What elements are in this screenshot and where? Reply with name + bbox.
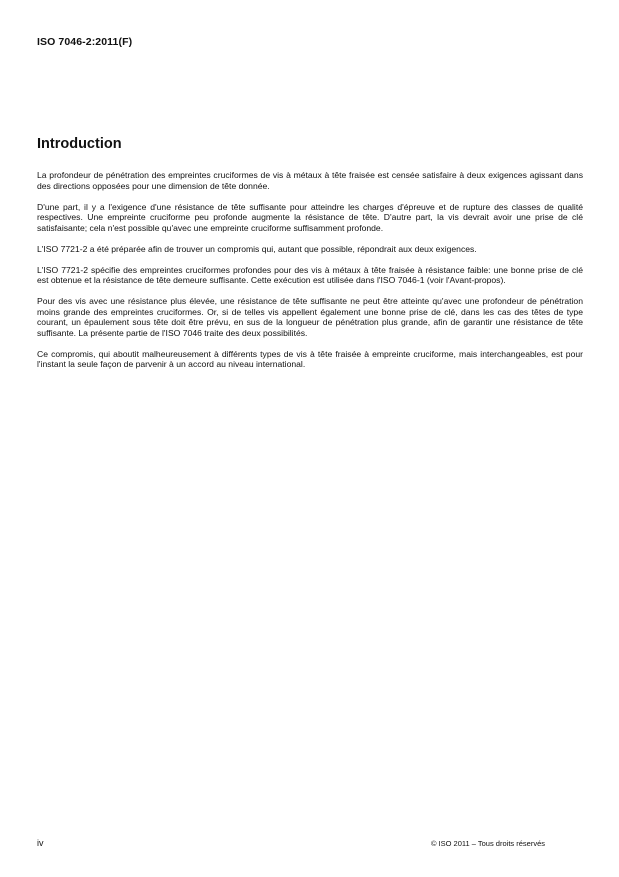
section-title: Introduction: [37, 136, 122, 152]
section-body: [37, 170, 583, 380]
paragraph: La profondeur de pénétration des empreintes cruciformes de vis à métaux à tête fraisée est censée satisfaire à deux exigences agissant dans des directions opposées pour une dimension de tête donnée.: [37, 170, 583, 191]
paragraph: L'ISO 7721-2 spécifie des empreintes cruciformes profondes pour des vis à métaux à tête fraisée à résistance faible: une bonne prise de clé est obtenue et la résistance de tête demeure suffisante. Cette exécution est utilisée dans l'ISO 7046-1 (voir l'Avant-propos).: [37, 264, 583, 285]
paragraph: Pour des vis avec une résistance plus élevée, une résistance de tête suffisante ne peut être atteinte qu'avec une profondeur de pénétration moins grande des empreintes cruciformes. Or, si de telles vis appellent également une bonne prise de clé, dans les cas des têtes de type courant, un épaulement sous tête doit être prévu, en sus de la longueur de pénétration plus grande, afin de garantir une résistance de tête suffisante. La présente partie de l'ISO 7046 traite des deux possibilités.: [37, 296, 583, 338]
copyright-notice: © ISO 2011 – Tous droits réservés: [430, 839, 545, 848]
page-number: iv: [37, 838, 44, 848]
document-header-standard-id: ISO 7046-2:2011(F): [37, 36, 133, 48]
paragraph: L'ISO 7721-2 a été préparée afin de trouver un compromis qui, autant que possible, répondrait aux deux exigences.: [37, 243, 477, 254]
paragraph: D'une part, il y a l'exigence d'une résistance de tête suffisante pour atteindre les charges d'épreuve et de rupture des classes de qualité respectives. Une empreinte cruciforme peu profonde augmente la résistance de tête. D'autre part, la vis devrait avoir une prise de clé satisfaisante; cela n'est possible qu'avec une empreinte cruciforme suffisamment profonde.: [37, 201, 583, 233]
paragraph: Ce compromis, qui aboutit malheureusement à différents types de vis à tête fraisée à empreinte cruciforme, mais interchangeables, est pour l'instant la seule façon de parvenir à un accord au niveau international.: [37, 348, 583, 369]
